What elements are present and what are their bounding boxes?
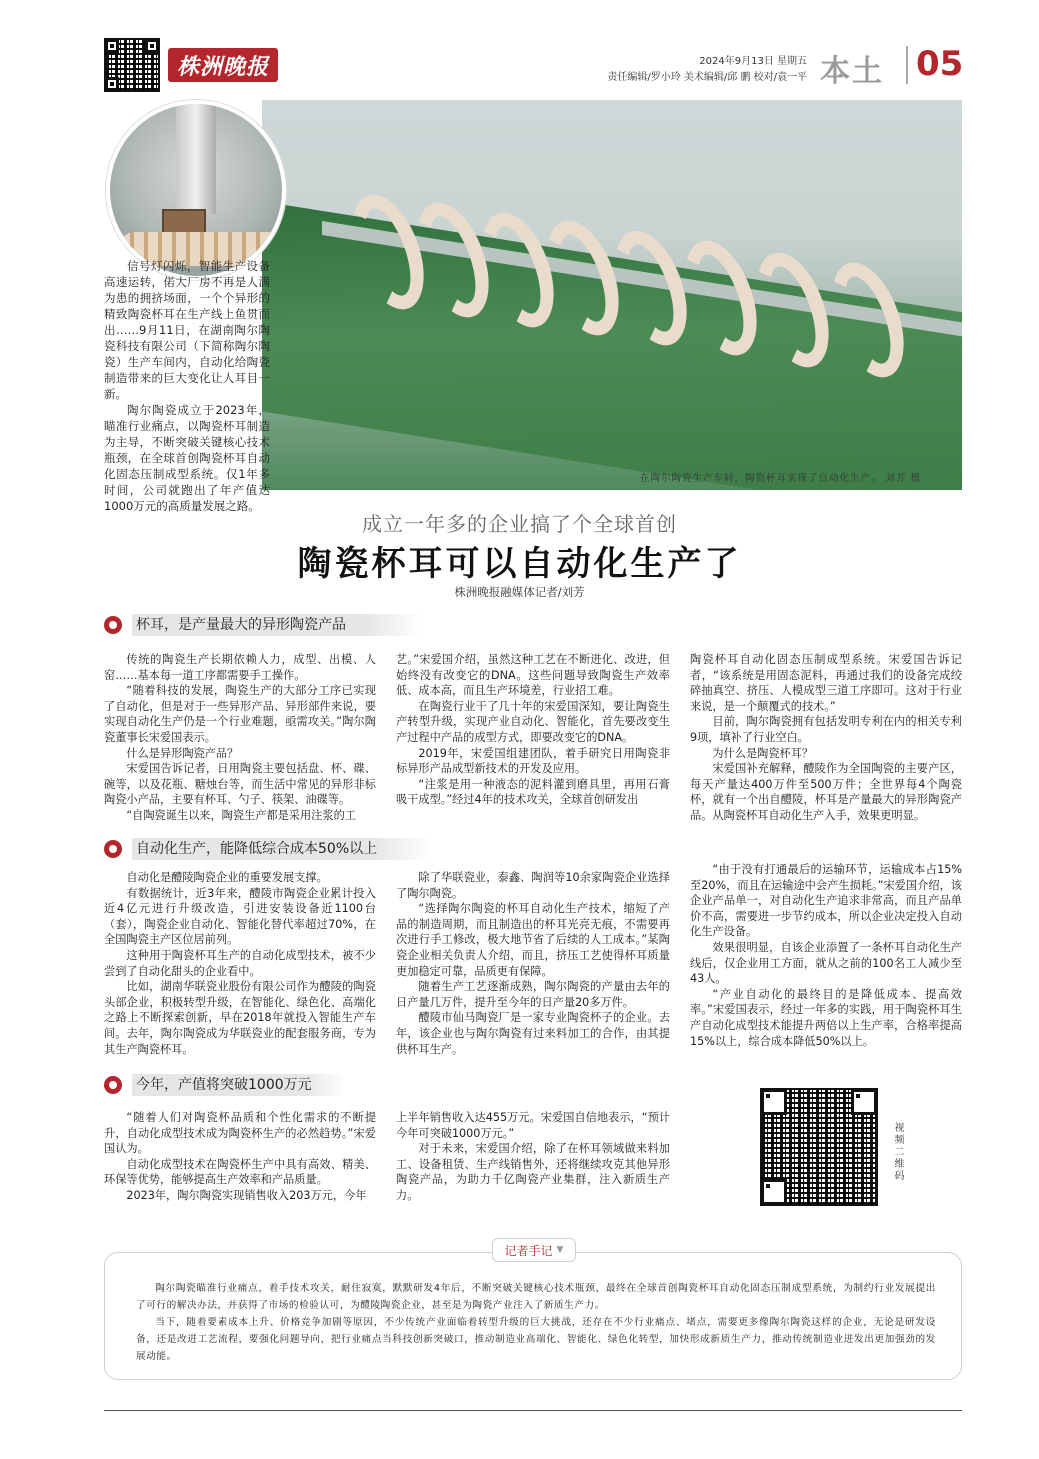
subtitle: 成立一年多的企业搞了个全球首创 [362, 512, 677, 536]
section-heading-2 [104, 838, 432, 860]
paragraph: 效果很明显，自该企业添置了一条杯耳自动化生产线后，仅企业用工方面，就从之前的100名工人减少至43人。 [690, 940, 962, 986]
qr-code-label: 视频二维码 [892, 1122, 903, 1182]
lead-paragraph: 信号灯闪烁，智能生产设备高速运转，偌大厂房不再是人满为患的拥挤场面，一个个异形的精致陶瓷杯耳在生产线上鱼贯而出……9月11日，在湖南陶尔陶瓷科技有限公司（下简称陶尔陶瓷）生产车间内，自动化给陶瓷制造带来的巨大变化让人耳目一新。 [104, 259, 270, 401]
paragraph: 为什么是陶瓷杯耳？ [712, 746, 814, 760]
section-2-column-2 [396, 870, 670, 1057]
chevron-down-icon: ▼ [556, 1245, 564, 1255]
section-3-column-1 [104, 1110, 376, 1204]
paragraph: 什么是异形陶瓷产品？ [126, 746, 239, 760]
section-name: 本土 [820, 54, 884, 89]
bullet-icon [104, 616, 122, 634]
section-2-column-1 [104, 870, 376, 1057]
paragraph: 2019年，宋爱国组建团队，着手研究日用陶瓷非标异形产品成型新技术的开发及应用。 [396, 746, 670, 776]
paragraph: 这种用于陶瓷杯耳生产的自动化成型技术，被不少尝到了自动化甜头的企业看中。 [104, 948, 376, 978]
newspaper-logo: 株洲晚报 [168, 48, 278, 82]
bullet-icon [104, 840, 122, 858]
paragraph: “自陶瓷诞生以来，陶瓷生产都是采用注浆的工 [126, 808, 356, 822]
paragraph: 宋爱国告诉记者，日用陶瓷主要包括盘、杯、碟、碗等，以及花瓶、糖烛台等，而生活中常见的异形非标陶瓷小产品，主要有杯耳、勺子、筷架、油碟等。 [104, 762, 376, 807]
reporter-notes-title: 记者手记 [504, 1243, 553, 1258]
section-heading-3 [104, 1074, 346, 1096]
section-heading-label: 杯耳，是产量最大的异形陶瓷产品 [132, 614, 422, 636]
paragraph: 宋爱国补充解释，醴陵作为全国陶瓷的主要产区，每天产量达400万件至500万件；全世界每4个陶瓷杯，就有一个出自醴陵，杯耳是产量最大的异形陶瓷产品。从陶瓷杯耳自动化生产入手，效果更明显。 [690, 762, 962, 822]
paragraph: 陶瓷杯耳自动化固态压制成型系统。宋爱国告诉记者，“该系统是用固态泥料，再通过我们的设备完成绞碎抽真空、挤压、人模成型三道工序即可。这对于行业来说，是一个颠覆式的技术。” [690, 653, 962, 713]
paragraph: 2023年，陶尔陶瓷实现销售收入203万元，今年 [126, 1188, 367, 1202]
paragraph: “注浆是用一种液态的泥料灌到磨具里，再用石膏吸干成型。”经过4年的技术攻关，全球首创研发出 [396, 777, 670, 807]
paragraph: 目前，陶尔陶瓷拥有包括发明专利在内的相关专利9项，填补了行业空白。 [690, 715, 962, 744]
paragraph: 自动化是醴陵陶瓷企业的重要发展支撑。 [126, 871, 328, 884]
video-qr-code[interactable] [760, 1088, 878, 1206]
headline: 陶瓷杯耳可以自动化生产了 [297, 544, 742, 584]
lead-paragraph: 陶尔陶瓷成立于2023年，瞄准行业痛点，以陶瓷杯耳制造为主导，不断突破关键核心技术瓶颈，在全球首创陶瓷杯耳自动化固态压制成型系统。仅1年多时间，公司就跑出了年产值达1000万元的高质量发展之路。 [104, 403, 270, 513]
section-1-column-1 [104, 652, 376, 824]
paragraph: 艺。”宋爱国介绍，虽然这种工艺在不断进化、改进，但始终没有改变它的DNA。这些问题导致陶瓷生产效率低、成本高，而且生产环境差，行业招工难。 [396, 653, 670, 698]
paragraph: “由于没有打通最后的运输环节，运输成本占15%至20%，而且在运输途中会产生损耗。”宋爱国介绍，该企业产品单一，对自动化生产追求非常高，而且产品单价不高，需要进一步节约成本，所以企业决定投入自动化生产设备。 [690, 863, 962, 939]
bullet-icon [104, 1076, 122, 1094]
reporter-notes-tab [492, 1238, 576, 1262]
paragraph: 自动化成型技术在陶瓷杯生产中具有高效、精美、环保等优势，能够提高生产效率和产品质量。 [104, 1157, 376, 1187]
section-divider [906, 46, 908, 84]
paragraph: “随着科技的发展，陶瓷生产的大部分工序已实现了自动化，但是对于一些异形产品、异形部件来说，要实现自动化生产仍是一个行业难题，亟需攻关。”陶尔陶瓷董事长宋爱国表示。 [104, 684, 376, 744]
masthead-qr-code[interactable] [104, 38, 160, 92]
paragraph: 当下，随着要素成本上升、价格竞争加剧等原因，不少传统产业面临着转型升级的巨大挑战，还存在不少行业痛点、堵点，需要更多像陶尔陶瓷这样的企业，无论是研发设备，还是改进工艺流程，要强化问题导向，把行业痛点当科技创新突破口，推动制造业高端化、智能化、绿色化转型，加快形成新质生产力，推动传统制造业迸发出更加强劲的发展动能。 [136, 1317, 936, 1362]
paragraph: 在陶瓷行业干了几十年的宋爱国深知，要让陶瓷生产转型升级，实现产业自动化、智能化，首先要改变生产过程中产品的成型方式，即要改变它的DNA。 [396, 699, 670, 744]
paragraph: 随着生产工艺逐渐成熟，陶尔陶瓷的产量由去年的日产量几万件，提升至今年的日产量20多万件。 [396, 980, 670, 1009]
section-2-column-3 [690, 862, 962, 1049]
editor-credits: 责任编辑/罗小玲 美术编辑/邱 鹏 校对/袁一平 [607, 72, 807, 83]
main-photo-production-line [262, 100, 962, 490]
section-heading-1 [104, 614, 422, 636]
byline: 株洲晚报融媒体记者/刘芳 [454, 585, 585, 599]
section-1-column-3 [690, 652, 962, 824]
paragraph: 上半年销售收入达455万元。宋爱国自信地表示，“预计今年可突破1000万元。” [396, 1111, 670, 1140]
paragraph: 有数据统计，近3年来，醴陵市陶瓷企业累计投入近4亿元进行升级改造，引进安装设备近1100台（套），陶瓷企业自动化、智能化替代率超过70%，在全国陶瓷主产区位居前列。 [104, 886, 376, 947]
paragraph: 陶尔陶瓷瞄准行业痛点，着手技术攻关，耐住寂寞，默默研发4年后，不断突破关键核心技术瓶颈，最终在全球首创陶瓷杯耳自动化固态压制成型系统，为制约行业发展提出了可行的解决办法，并获得了市场的检验认可，为醴陵陶瓷企业，甚至是为陶瓷产业注入了新质生产力。 [136, 1283, 936, 1311]
paragraph: 对于未来，宋爱国介绍，除了在杯耳领域做来料加工、设备租赁、生产线销售外，还将继续攻克其他异形陶瓷产品，为助力千亿陶瓷产业集群，注入新质生产力。 [396, 1142, 670, 1202]
page-number: 05 [916, 44, 964, 84]
section-1-column-2 [396, 652, 670, 808]
inset-photo-robot-arm [106, 100, 286, 280]
photo-caption: 在陶尔陶瓷生产车间，陶瓷杯耳实现了自动化生产。 刘芳 摄 [640, 473, 922, 484]
paragraph: “产业自动化的最终目的是降低成本、提高效率。”宋爱国表示，经过一年多的实践，用于陶瓷杯耳生产自动化成型技术能提升两倍以上生产率，合格率提高15%以上，综合成本降低50%以上。 [690, 987, 962, 1048]
reporter-notes-text [136, 1280, 936, 1365]
paragraph: 比如，湖南华联瓷业股份有限公司作为醴陵的陶瓷头部企业，积极转型升级，在智能化、绿色化、高端化之路上不断探索创新，早在2018年就投入智能生产车间。去年，陶尔陶瓷成为华联瓷业的配套服务商，专为其生产陶瓷杯耳。 [104, 980, 376, 1056]
paragraph: 传统的陶瓷生产长期依赖人力，成型、出模、人窑……基本每一道工序都需要手工操作。 [104, 653, 376, 682]
paragraph: “随着人们对陶瓷杯品质和个性化需求的不断提升，自动化成型技术成为陶瓷杯生产的必然趋势。”宋爱国认为。 [104, 1111, 376, 1156]
bottom-rule [104, 1410, 962, 1411]
section-3-column-2 [396, 1110, 670, 1204]
section-heading-label: 自动化生产，能降低综合成本50%以上 [132, 838, 432, 860]
lead-paragraphs [104, 258, 270, 514]
paragraph: 醴陵市仙马陶瓷厂是一家专业陶瓷杯子的企业。去年，该企业也与陶尔陶瓷有过来料加工的合作，由其提供杯耳生产。 [396, 1011, 670, 1056]
issue-date: 2024年9月13日 星期五 [699, 56, 807, 67]
paragraph: “选择陶尔陶瓷的杯耳自动化生产技术，缩短了产品的制造周期，而且制造出的杯耳光亮无痕，不需要再次进行手工修改，极大地节省了后续的人工成本。”某陶瓷企业相关负责人介绍，而且，挤压工艺使得杯耳质量更加稳定可靠，品质更有保障。 [396, 902, 670, 978]
paragraph: 除了华联瓷业，泰鑫、陶润等10余家陶瓷企业选择了陶尔陶瓷。 [396, 871, 670, 900]
section-heading-label: 今年，产值将突破1000万元 [132, 1074, 346, 1096]
